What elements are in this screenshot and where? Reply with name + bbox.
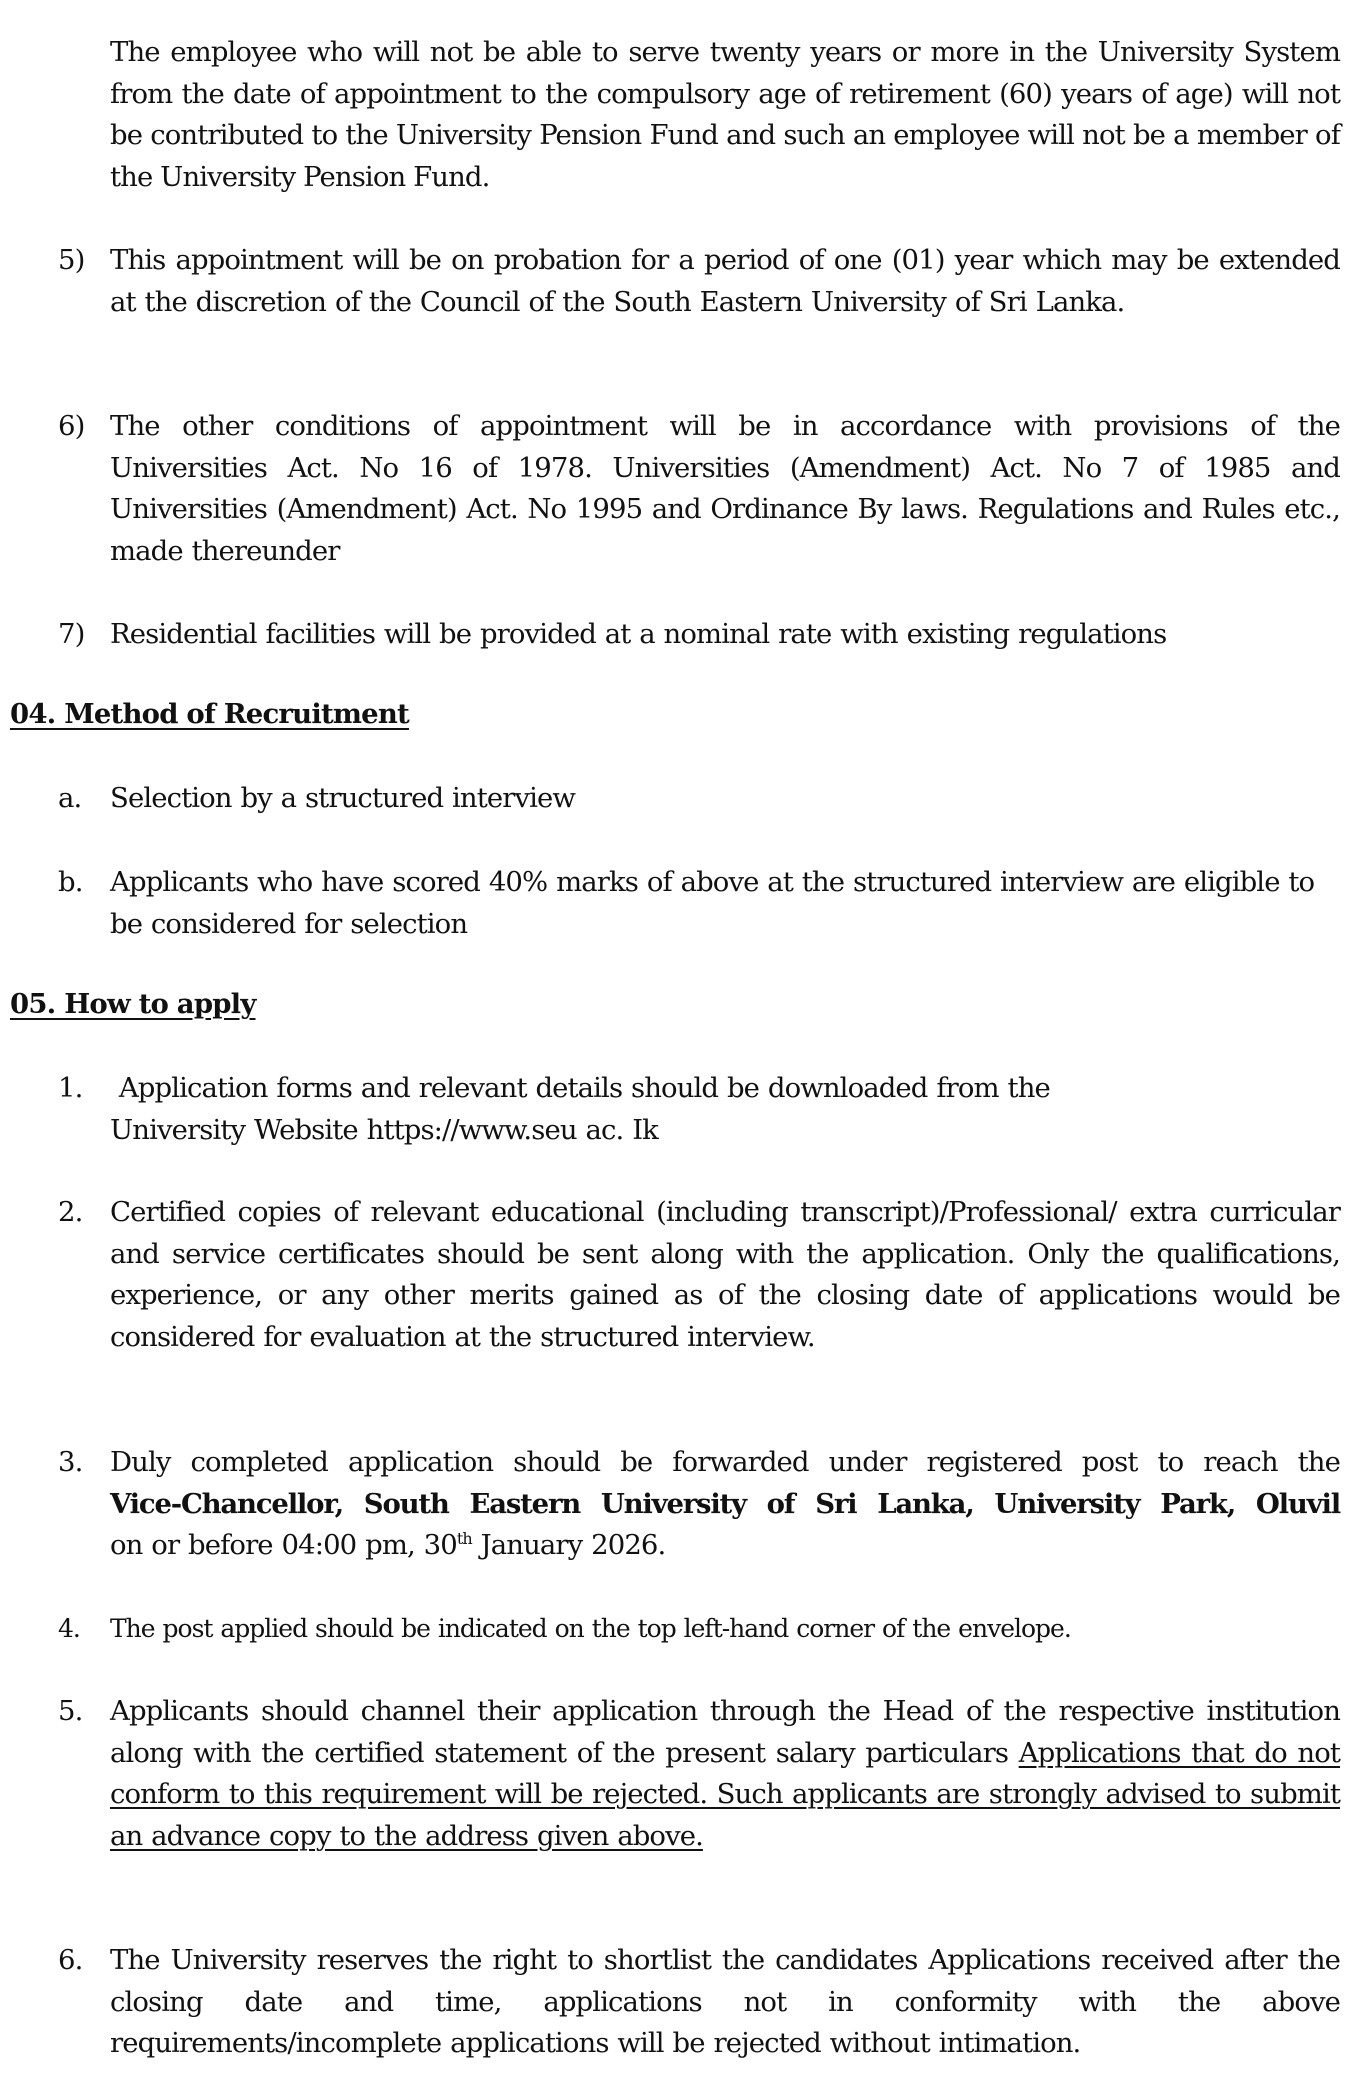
list-marker: a. — [58, 782, 82, 814]
recruitment-text: Selection by a structured interview — [110, 782, 576, 814]
section-heading-how-to-apply: 05. How to apply — [10, 988, 256, 1020]
deadline-line — [110, 1525, 1340, 1567]
deadline-superscript: th — [456, 1528, 472, 1548]
website-link[interactable]: University Website https://www.seu ac. Ik — [110, 1113, 658, 1146]
list-marker: 4. — [58, 1614, 80, 1643]
apply-text-plain: Applicants should channel their application through the Head of the respective institution along with the certified statement of the present salary particulars — [110, 1695, 1340, 1769]
list-marker: 6) — [58, 410, 85, 442]
recruitment-text: Applicants who have scored 40% marks of above at the structured interview are eligible to be considered for selection — [110, 866, 1315, 940]
section-heading-method-of-recruitment: 04. Method of Recruitment — [10, 698, 409, 730]
list-marker: 7) — [58, 618, 85, 650]
condition-text: Residential facilities will be provided at a nominal rate with existing regulations — [110, 618, 1167, 650]
list-marker: 3. — [58, 1446, 83, 1478]
list-marker: 6. — [58, 1944, 83, 1976]
apply-text: The University reserves the right to shortlist the candidates Applications received after the closing date and time, applications not in conformity with the above requirements/incomplete applications will be rejected without intimation. — [110, 1944, 1340, 2059]
vice-chancellor-address: Vice-Chancellor, South Eastern University of Sri Lanka, University Park, Oluvil — [110, 1487, 1340, 1520]
list-marker: b. — [58, 866, 83, 898]
apply-text — [110, 1691, 1340, 1857]
deadline-suffix: January 2026. — [471, 1529, 666, 1561]
apply-text-line: Application forms and relevant details should be downloaded from the — [110, 1072, 1050, 1104]
apply-text — [110, 1442, 1340, 1567]
list-marker: 1. — [58, 1072, 83, 1104]
condition-text: This appointment will be on probation for a period of one (01) year which may be extended at the discretion of the Council of the South Eastern University of Sri Lanka. — [110, 244, 1340, 318]
condition-text: The other conditions of appointment will be in accordance with provisions of the Universities Act. No 16 of 1978. Universities (Amendment) Act. No 7 of 1985 and Universities (Amendment) Act. No 1995 and Ordinance By laws. Regulations and Rules etc., made thereunder — [110, 410, 1340, 567]
apply-text: The post applied should be indicated on the top left-hand corner of the envelope. — [110, 1614, 1071, 1643]
apply-text — [110, 1068, 1340, 1151]
deadline-prefix: on or before 04:00 pm, 30 — [110, 1529, 457, 1561]
apply-text-line: Duly completed application should be forwarded under registered post to reach the — [110, 1446, 1340, 1478]
list-marker: 5. — [58, 1695, 83, 1727]
apply-text: Certified copies of relevant educational (including transcript)/Professional/ extra curricular and service certificates should be sent along with the application. Only the qualifications, experience, or any other merits gained as of the closing date of applications would be considered for evaluation at the structured interview. — [110, 1196, 1340, 1353]
list-marker: 2. — [58, 1196, 83, 1228]
list-marker: 5) — [58, 244, 85, 276]
pension-fund-paragraph: The employee who will not be able to serve twenty years or more in the University System from the date of appointment to the compulsory age of retirement (60) years of age) will not be contributed to the University Pension Fund and such an employee will not be a member of the University Pension Fund. — [110, 36, 1340, 193]
rejection-warning-underlined: Applications that do not conform to this requirement will be rejected. Such applicants are strongly advised to submit an advance copy to the address given above. — [110, 1736, 1341, 1852]
